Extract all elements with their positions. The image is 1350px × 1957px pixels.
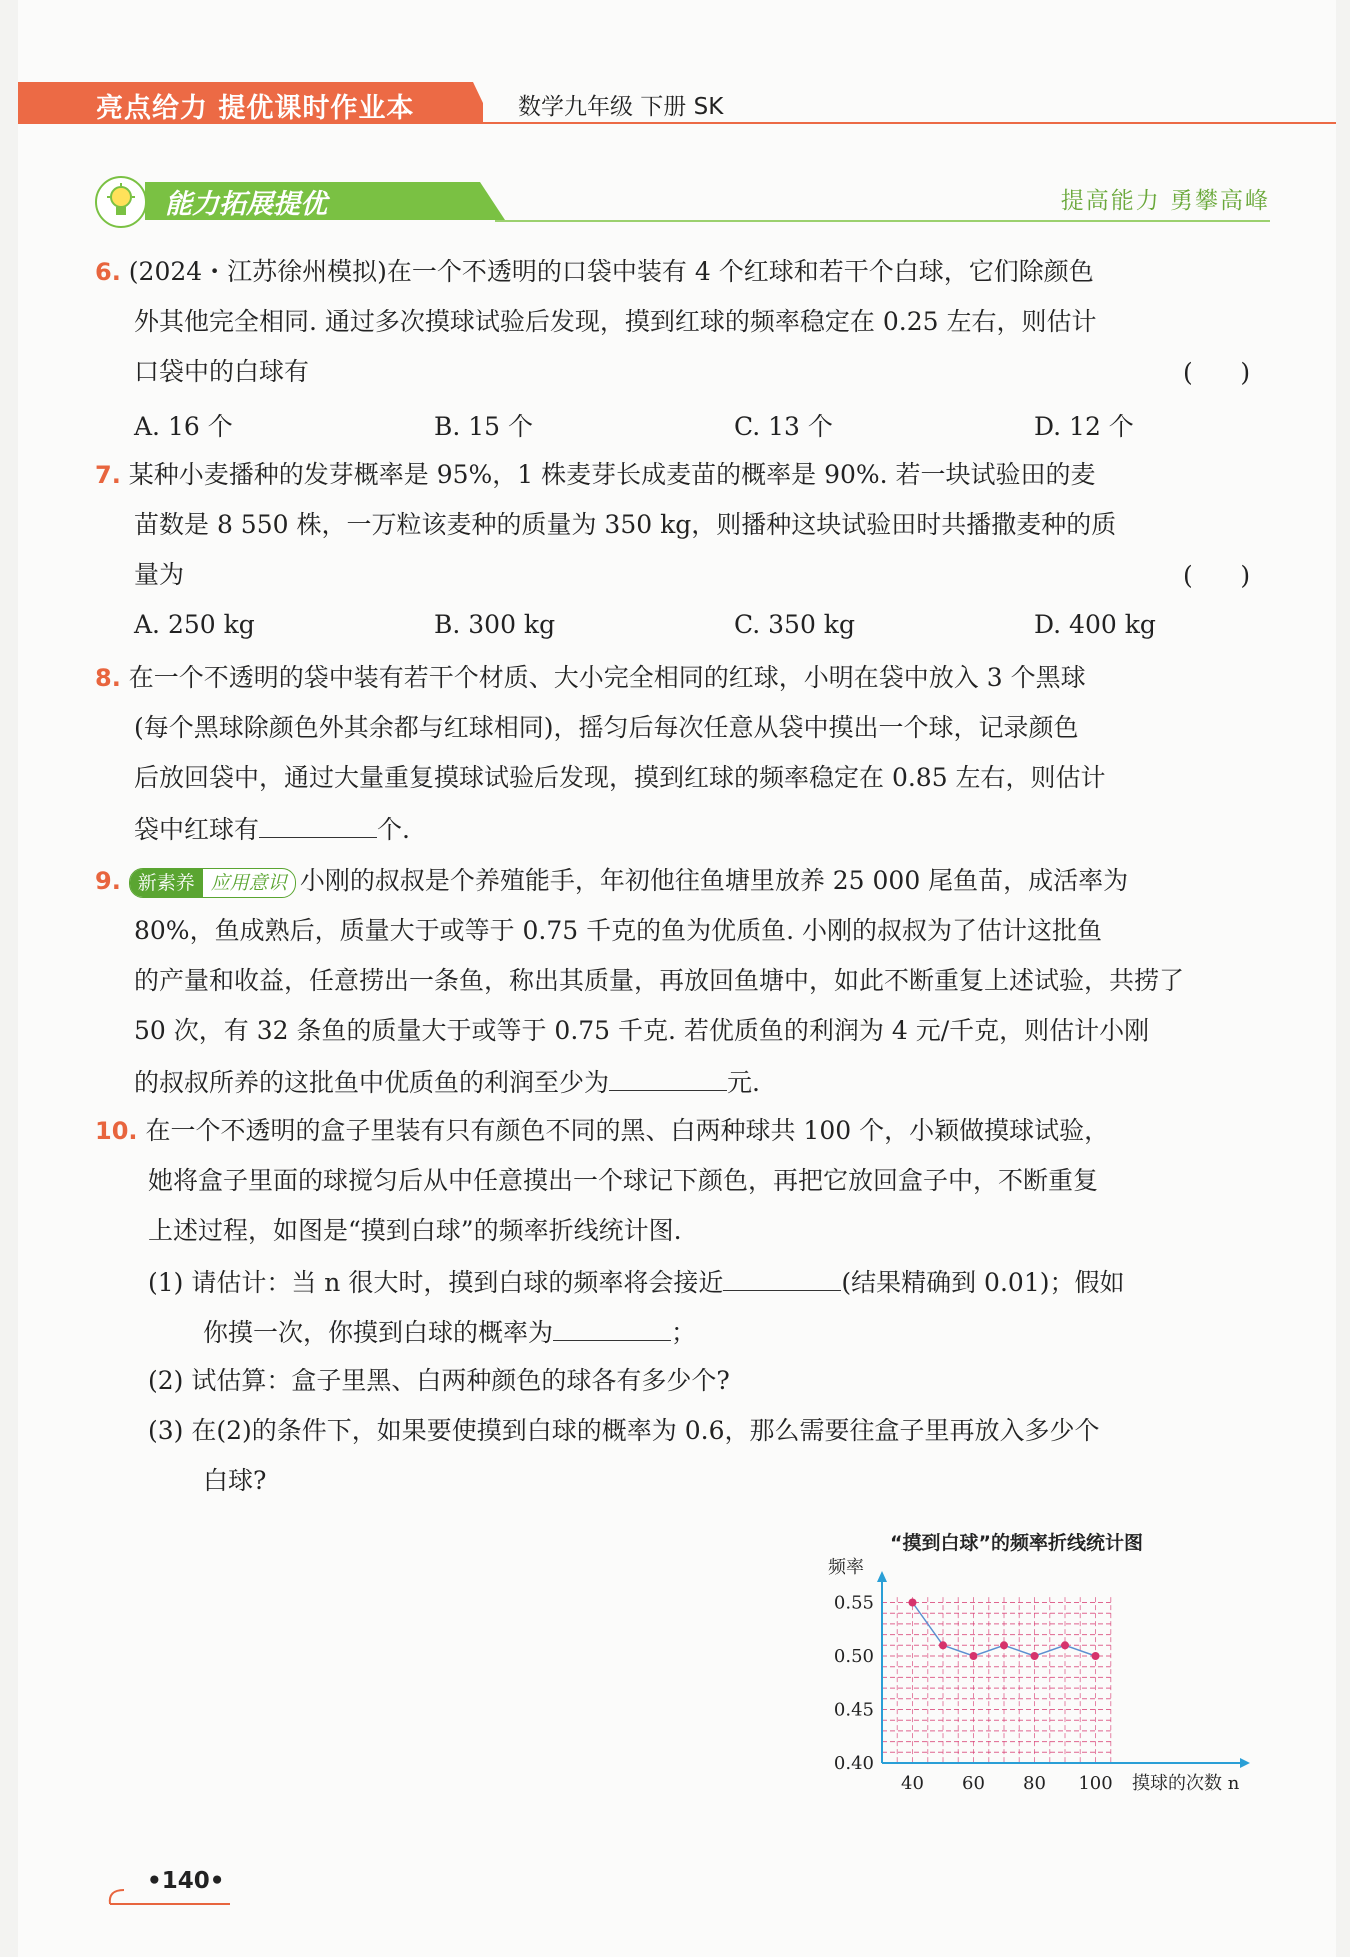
q6-answer-paren: ( ) bbox=[1183, 358, 1251, 387]
q10-p1b-after: ； bbox=[671, 1318, 697, 1347]
x-axis-label: 摸球的次数 n bbox=[1132, 1773, 1240, 1794]
q10-part-1b bbox=[203, 1314, 696, 1350]
q7-option-a: A. 250 kg bbox=[134, 610, 255, 639]
q8-text-3: 后放回袋中，通过大量重复摸球试验后发现，摸到红球的频率稳定在 0.85 左右，则估计 bbox=[134, 763, 1106, 792]
q6-option-c: C. 13 个 bbox=[734, 412, 833, 441]
q9-text-5 bbox=[134, 1064, 760, 1100]
q8-text-4-before: 袋中红球有 bbox=[134, 815, 260, 844]
q8-text-1: 在一个不透明的袋中装有若干个材质、大小完全相同的红球，小明在袋中放入 3 个黑球 bbox=[128, 663, 1086, 692]
frequency-line-chart bbox=[820, 1555, 1280, 1805]
q6-text-2: 外其他完全相同. 通过多次摸球试验后发现，摸到红球的频率稳定在 0.25 左右，则估计 bbox=[134, 307, 1097, 336]
q7-option-d: D. 400 kg bbox=[1034, 610, 1156, 639]
q10-p1-blank[interactable] bbox=[723, 1264, 841, 1291]
data-point bbox=[1061, 1641, 1069, 1649]
x-axis-arrow bbox=[1240, 1758, 1250, 1768]
literacy-badge bbox=[129, 868, 296, 898]
q7-line-1 bbox=[95, 458, 1096, 492]
x-tick-label: 80 bbox=[1023, 1773, 1046, 1794]
q8-line-1 bbox=[95, 661, 1086, 695]
data-point bbox=[1031, 1652, 1039, 1660]
q6-line-1 bbox=[95, 255, 1094, 289]
q8-number: 8. bbox=[95, 664, 121, 692]
chart-title: “摸到白球”的频率折线统计图 bbox=[890, 1532, 1143, 1554]
q6-option-b: B. 15 个 bbox=[434, 412, 534, 441]
q10-part-3b: 白球? bbox=[203, 1466, 267, 1495]
q10-part-1 bbox=[148, 1264, 1124, 1300]
section-header bbox=[95, 176, 1270, 224]
q10-text-1: 在一个不透明的盒子里装有只有颜色不同的黑、白两种球共 100 个，小颖做摸球试验， bbox=[145, 1116, 1110, 1145]
q9-text-5-before: 的叔叔所养的这批鱼中优质鱼的利润至少为 bbox=[134, 1068, 610, 1097]
q9-text-1: 小刚的叔叔是个养殖能手，年初他往鱼塘里放养 25 000 尾鱼苗，成活率为 bbox=[299, 866, 1129, 895]
q10-p1-before: (1) 请估计：当 n 很大时，摸到白球的频率将会接近 bbox=[148, 1268, 724, 1297]
q9-text-2: 80%，鱼成熟后，质量大于或等于 0.75 千克的鱼为优质鱼. 小刚的叔叔为了估计这批鱼 bbox=[134, 916, 1103, 945]
q7-text-1: 某种小麦播种的发芽概率是 95%，1 株麦芽长成麦苗的概率是 90%. 若一块试验田的麦 bbox=[128, 460, 1096, 489]
q9-text-4: 50 次，有 32 条鱼的质量大于或等于 0.75 千克. 若优质鱼的利润为 4 元/千克，则估计小刚 bbox=[134, 1016, 1150, 1045]
q10-p1-after: (结果精确到 0.01)；假如 bbox=[841, 1268, 1125, 1297]
section-title: 能力拓展提优 bbox=[165, 189, 327, 220]
q10-number: 10. bbox=[95, 1117, 138, 1145]
y-axis-label: 频率 bbox=[828, 1557, 864, 1578]
header-rule bbox=[483, 122, 1336, 124]
q6-option-d: D. 12 个 bbox=[1034, 412, 1134, 441]
q7-text-2: 苗数是 8 550 株，一万粒该麦种的质量为 350 kg，则播种这块试验田时共播撒麦种的质 bbox=[134, 510, 1117, 539]
q7-answer-paren: ( ) bbox=[1183, 561, 1251, 590]
y-tick-label: 0.40 bbox=[833, 1753, 874, 1774]
q8-text-4 bbox=[134, 811, 410, 847]
y-tick-label: 0.55 bbox=[833, 1592, 874, 1614]
q6-text-1: (2024・江苏徐州模拟)在一个不透明的口袋中装有 4 个红球和若干个白球，它们除颜色 bbox=[128, 257, 1094, 286]
q9-answer-blank[interactable] bbox=[609, 1064, 727, 1091]
page-header bbox=[18, 82, 1336, 124]
y-tick-label: 0.50 bbox=[833, 1646, 874, 1667]
q10-p1b-before: 你摸一次，你摸到白球的概率为 bbox=[203, 1318, 554, 1347]
q10-text-3: 上述过程，如图是“摸到白球”的频率折线统计图. bbox=[148, 1216, 682, 1245]
q8-text-2: (每个黑球除颜色外其余都与红球相同)，摇匀后每次任意从袋中摸出一个球，记录颜色 bbox=[134, 713, 1079, 742]
header-book-info: 数学九年级 下册 SK bbox=[518, 94, 724, 120]
q10-p1b-blank[interactable] bbox=[553, 1314, 671, 1341]
q9-text-3: 的产量和收益，任意捞出一条鱼，称出其质量，再放回鱼塘中，如此不断重复上述试验，共捞了 bbox=[134, 966, 1185, 995]
y-tick-label: 0.45 bbox=[833, 1699, 874, 1721]
q9-line-1 bbox=[95, 864, 1128, 898]
lightbulb-icon bbox=[95, 176, 147, 228]
q10-line-1 bbox=[95, 1114, 1109, 1148]
q8-answer-blank[interactable] bbox=[259, 811, 377, 838]
x-tick-label: 100 bbox=[1078, 1773, 1113, 1794]
q6-option-a: A. 16 个 bbox=[134, 412, 233, 441]
q10-part-3: (3) 在(2)的条件下，如果要使摸到白球的概率为 0.6，那么需要往盒子里再放入多少个 bbox=[148, 1416, 1100, 1445]
page-number: •140• bbox=[147, 1868, 225, 1894]
q10-text-2: 她将盒子里面的球搅匀后从中任意摸出一个球记下颜色，再把它放回盒子中，不断重复 bbox=[148, 1166, 1099, 1195]
badge-label-a: 新素养 bbox=[130, 869, 203, 897]
header-brand: 亮点给力 提优课时作业本 bbox=[96, 93, 415, 124]
data-point bbox=[970, 1652, 978, 1660]
q9-number: 9. bbox=[95, 867, 121, 895]
q7-option-b: B. 300 kg bbox=[434, 610, 556, 639]
y-axis-arrow bbox=[877, 1571, 887, 1582]
x-tick-label: 40 bbox=[901, 1773, 924, 1794]
x-tick-label: 60 bbox=[962, 1773, 985, 1794]
data-point bbox=[1000, 1641, 1008, 1649]
q9-text-5-after: 元. bbox=[727, 1068, 760, 1097]
section-slogan: 提高能力 勇攀高峰 bbox=[1060, 188, 1270, 214]
badge-label-b: 应用意识 bbox=[210, 871, 287, 894]
data-point bbox=[1092, 1652, 1100, 1660]
q8-text-4-after: 个. bbox=[377, 815, 410, 844]
q6-text-3: 口袋中的白球有 bbox=[134, 357, 310, 386]
data-point bbox=[939, 1641, 947, 1649]
q10-part-2: (2) 试估算：盒子里黑、白两种颜色的球各有多少个? bbox=[148, 1366, 730, 1395]
q7-number: 7. bbox=[95, 461, 121, 489]
q7-option-c: C. 350 kg bbox=[734, 610, 855, 639]
section-rule bbox=[495, 220, 1270, 222]
q6-number: 6. bbox=[95, 258, 121, 286]
data-point bbox=[909, 1599, 917, 1607]
q7-text-3: 量为 bbox=[134, 560, 185, 589]
